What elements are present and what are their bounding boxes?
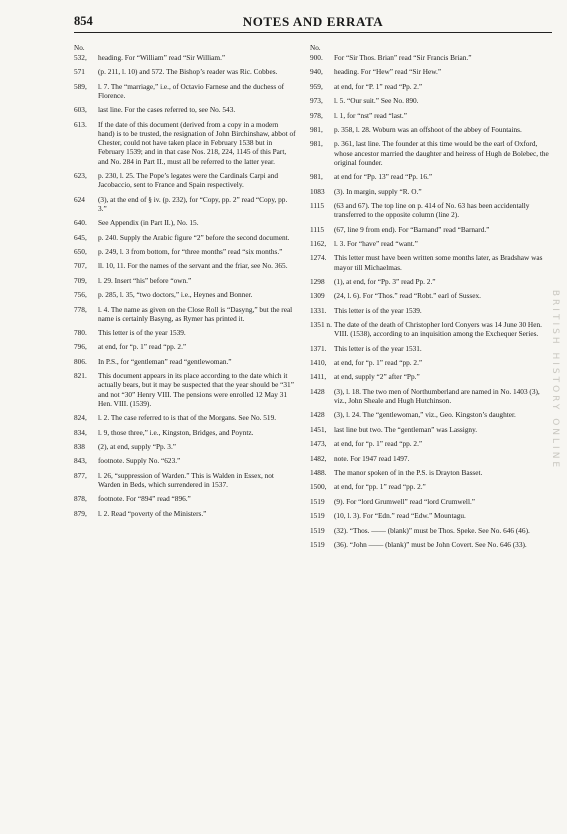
entry-number: 532, — [74, 53, 87, 62]
entry-number: 603, — [74, 105, 87, 115]
errata-entry — [74, 195, 296, 213]
entry-number: 1519 — [310, 496, 325, 506]
entry-text: p. 361, last line. The founder at this time would be the earl of Oxford, whose ancestor married the daughter and heiress of Hugh de Bolebec, the original founder. — [334, 139, 549, 167]
entry-number: 981, — [310, 124, 323, 134]
entry-text: at end, for “P. 1” read “Pp. 2.” — [334, 81, 423, 91]
errata-entry — [310, 201, 552, 219]
entry-text: (3). In margin, supply “R. O.” — [334, 186, 422, 196]
entry-number: 1411, — [310, 372, 327, 382]
errata-entry — [310, 253, 552, 271]
entry-number: 978, — [310, 110, 323, 120]
errata-entry — [310, 306, 552, 315]
entry-number: 1519 — [310, 525, 325, 535]
errata-entry — [310, 291, 552, 300]
entry-number: 981, — [310, 172, 323, 182]
entry-text: This letter is of the year 1539. — [98, 328, 186, 338]
entry-number: 1519 — [310, 539, 325, 549]
entry-number: 1371. — [310, 343, 327, 353]
entry-number: 1482, — [310, 453, 327, 463]
entry-text: footnote. Supply No. “623.” — [98, 456, 181, 466]
entry-number: 1331. — [310, 305, 327, 315]
entry-text: at end, for “p. 1” read “pp. 2.” — [334, 358, 423, 368]
entry-number: 1309 — [310, 291, 325, 301]
errata-entry — [310, 111, 552, 120]
entry-number: 778, — [74, 304, 87, 314]
entry-text: (10, l. 3). For “Edn.” read “Edw.” Mountagu. — [334, 511, 466, 521]
errata-entry — [310, 67, 552, 76]
entry-text: (24, l. 6). For “Thos.” read “Robt.” earl of Sussex. — [334, 291, 481, 301]
entry-text: (36). “John —— (blank)” must be John Covert. See No. 646 (33). — [334, 539, 527, 549]
entry-text: (67, line 9 from end). For “Barnand” read “Barnard.” — [334, 224, 490, 234]
errata-entry — [310, 139, 552, 167]
right-column — [310, 44, 552, 554]
errata-entry — [310, 172, 552, 181]
entry-number: 796, — [74, 342, 87, 352]
entry-number: 1500, — [310, 482, 327, 492]
entry-text: (p. 211, l. 10) and 572. The Bishop’s reader was Ric. Cobbes. — [98, 67, 278, 77]
entry-text: For “Sir Thos. Brian” read “Sir Francis Brian.” — [334, 53, 472, 62]
entry-number: 1298 — [310, 276, 325, 286]
errata-entry — [74, 357, 296, 366]
entry-number: 571 — [74, 67, 85, 77]
errata-entry — [74, 82, 296, 100]
entry-number: 1115 — [310, 224, 325, 234]
entry-number: 878, — [74, 494, 87, 504]
errata-entry — [310, 468, 552, 477]
entry-number: 613. — [74, 119, 87, 129]
errata-entry — [74, 428, 296, 437]
entry-text: p. 358, l. 28. Woburn was an offshoot of the abbey of Fountains. — [334, 124, 522, 134]
column-header: No. — [74, 44, 85, 52]
entry-text: This letter must have been written some months later, as Bradshaw was mayor till Michaelmas. — [334, 253, 543, 272]
entry-text: (32). “Thos. —— (blank)” must be Thos. Speke. See No. 646 (46). — [334, 525, 530, 535]
entry-text: at end, supply “2” after “Pp.” — [334, 372, 420, 382]
entry-number: 707, — [74, 261, 87, 271]
errata-entry — [74, 371, 296, 408]
entry-text: (9). For “lord Grumwell” read “lord Crumwell.” — [334, 496, 476, 506]
errata-entry — [310, 96, 552, 105]
entry-number: 879, — [74, 508, 87, 518]
entry-text: l. 5. “Our suit.” See No. 890. — [334, 96, 419, 106]
entry-number: 1428 — [310, 410, 325, 420]
entry-text: This letter is of the year 1531. — [334, 343, 422, 353]
entry-text: l. 9, those three,” i.e., Kingston, Bridges, and Poyntz. — [98, 427, 254, 437]
entry-number: 623, — [74, 170, 87, 180]
entry-text: l. 7. The “marriage,” i.e., of Octavio Farnese and the duchess of Florence. — [98, 81, 285, 100]
entry-text: last line but two. The “gentleman” was Lassigny. — [334, 424, 478, 434]
errata-entry — [310, 526, 552, 535]
entry-text: ll. 10, 11. For the names of the servant and the friar, see No. 365. — [98, 261, 288, 271]
errata-entry — [310, 320, 552, 338]
errata-entry — [310, 410, 552, 419]
entry-number: 824, — [74, 413, 87, 423]
errata-entry — [74, 290, 296, 299]
entry-text: l. 29. Insert “his” before “own.” — [98, 275, 192, 285]
errata-entry — [74, 509, 296, 518]
entry-text: footnote. For “894” read “896.” — [98, 494, 191, 504]
entry-number: 1488. — [310, 467, 327, 477]
entry-number: 838 — [74, 442, 85, 452]
errata-entry — [74, 105, 296, 114]
entry-number: 806. — [74, 356, 87, 366]
entry-text: l. 3. For “have” read “want.” — [334, 238, 418, 248]
entry-text: (2), at end, supply “Pp. 3.” — [98, 442, 177, 452]
entry-number: 1473, — [310, 439, 327, 449]
entry-number: 900. — [310, 53, 323, 62]
entry-text: (3), l. 24. The “gentlewoman,” viz., Geo. Kingston’s daughter. — [334, 410, 516, 420]
errata-entry — [310, 277, 552, 286]
errata-entry — [74, 218, 296, 227]
entry-text: (3), l. 18. The two men of Northumberland are named in No. 1403 (3), viz., John Sheale and Hugh Hutchinson. — [334, 386, 540, 406]
errata-entry — [74, 442, 296, 451]
entry-text: p. 285, l. 35, “two doctors,” i.e., Heynes and Bonner. — [98, 290, 253, 300]
errata-entry — [310, 53, 552, 62]
entry-number: 843, — [74, 456, 87, 466]
entry-number: 640. — [74, 218, 87, 228]
watermark-text: BRITISH HISTORY ONLINE — [550, 289, 560, 471]
entry-number: 1115 — [310, 200, 325, 210]
entry-text: l. 2. Read “poverty of the Ministers.” — [98, 508, 207, 518]
entry-number: 981, — [310, 139, 323, 149]
entry-number: 709, — [74, 275, 87, 285]
page-title: NOTES AND ERRATA — [242, 14, 384, 29]
entry-number: 1351 n. — [310, 320, 332, 330]
entry-text: This document appears in its place according to the date which it actually bears, but it may be suspected that the year should be “31” and not “30” Henry VIII. The pensions were enrolled 12 May 31 Hen. VIII. (1539). — [98, 371, 294, 408]
errata-entry — [74, 305, 296, 323]
entry-text: See Appendix (in Part II.), No. 15. — [98, 218, 199, 228]
entry-text: heading. For “William” read “Sir William.” — [98, 53, 226, 62]
entry-text: heading. For “Hew” read “Sir Hew.” — [334, 67, 442, 77]
entry-number: 780. — [74, 328, 87, 338]
errata-entry — [310, 187, 552, 196]
entry-number: 834, — [74, 427, 87, 437]
entry-number: 645, — [74, 232, 87, 242]
entry-number: 877, — [74, 470, 87, 480]
entry-number: 1274. — [310, 253, 327, 263]
errata-entry — [74, 53, 296, 62]
errata-entry — [310, 439, 552, 448]
column-header: No. — [310, 44, 321, 52]
entry-number: 624 — [74, 194, 85, 204]
errata-entry — [74, 247, 296, 256]
errata-entry — [74, 120, 296, 166]
errata-entry — [310, 540, 552, 549]
page-header — [74, 14, 552, 33]
entry-text: at end, for “p. 1” read “pp. 2.” — [334, 439, 423, 449]
errata-entry — [74, 276, 296, 285]
entry-text: p. 240. Supply the Arabic figure “2” before the second document. — [98, 232, 290, 242]
entry-text: last line. For the cases referred to, see No. 543. — [98, 105, 236, 115]
errata-entry — [310, 482, 552, 491]
errata-entry — [74, 456, 296, 465]
errata-entry — [310, 497, 552, 506]
errata-entry — [74, 171, 296, 189]
entry-text: note. For 1947 read 1497. — [334, 453, 410, 463]
errata-entry — [74, 342, 296, 351]
entry-text: at end for “Pp. 13” read “Pp. 16.” — [334, 172, 433, 182]
entry-number: 821. — [74, 371, 87, 381]
errata-entry — [310, 387, 552, 405]
entry-text: p. 230, l. 25. The Pope’s legates were the Cardinals Carpi and Jacobaccio, sent to France and Spain respectively. — [98, 170, 279, 190]
entry-text: If the date of this document (derived from a copy in a modern hand) is to be trusted, the resignation of John Birchinshaw, abbot of Chester, could not have taken place in February 1538 but in February 1539; and in that case Nos. 218, 224, 1145 of this Part, and No. 284 in Part II., must all be referred to the latter year. — [98, 119, 296, 166]
entry-number: 940, — [310, 67, 323, 77]
entry-text: (63 and 67). The top line on p. 414 of No. 63 has been accidentally transferred to the opposite column (line 2). — [334, 200, 530, 220]
entry-number: 1162, — [310, 238, 327, 248]
entry-text: at end, for “p. 1” read “pp. 2.” — [98, 342, 187, 352]
watermark — [549, 120, 561, 640]
entry-number: 1428 — [310, 386, 325, 396]
errata-entry — [310, 125, 552, 134]
entry-number: 650, — [74, 246, 87, 256]
errata-entry — [74, 261, 296, 270]
entry-text: p. 249, l. 3 from bottom, for “three months” read “six months.” — [98, 246, 283, 256]
entry-number: 1451, — [310, 424, 327, 434]
entry-text: at end, for “pp. 1” read “pp. 2.” — [334, 482, 426, 492]
errata-entry — [310, 358, 552, 367]
entry-text: (1), at end, for “Pp. 3” read Pp. 2.” — [334, 276, 436, 286]
errata-entry — [74, 233, 296, 242]
errata-entry — [310, 454, 552, 463]
errata-entry — [310, 225, 552, 234]
errata-entry — [310, 239, 552, 248]
entry-number: 1519 — [310, 511, 325, 521]
errata-entry — [310, 344, 552, 353]
entry-number: 756, — [74, 290, 87, 300]
entry-text: The date of the death of Christopher lord Conyers was 14 June 30 Hen. VIII. (1538), according to an inquisition among the Exchequer Series. — [334, 320, 542, 339]
entry-number: 589, — [74, 81, 87, 91]
entry-text: (3), at the end of § iv. (p. 232), for “Copy, pp. 2” read “Copy, pp. 3.” — [98, 194, 288, 213]
errata-entry — [310, 372, 552, 381]
errata-entry — [74, 471, 296, 489]
errata-entry — [74, 328, 296, 337]
entry-number: 1410, — [310, 358, 327, 368]
errata-entry — [310, 425, 552, 434]
left-column — [74, 44, 296, 523]
errata-entry — [310, 82, 552, 91]
entry-text: l. 4. The name as given on the Close Roll is “Dasyng,” but the real name is certainly Basyng, as Rymer has printed it. — [98, 304, 293, 323]
entry-number: 973, — [310, 96, 323, 106]
errata-entry — [74, 67, 296, 76]
errata-entry — [310, 511, 552, 520]
errata-entry — [74, 413, 296, 422]
entry-text: l. 1, for “nst” read “last.” — [334, 110, 407, 120]
entry-text: This letter is of the year 1539. — [334, 305, 422, 315]
entry-number: 1083 — [310, 186, 325, 196]
entry-text: l. 2. The case referred to is that of the Morgans. See No. 519. — [98, 413, 277, 423]
page-number: 854 — [74, 14, 93, 28]
entry-text: l. 26, “suppression of Warden.” This is Walden in Essex, not Warden in Beds, which surrendered in 1537. — [98, 470, 274, 490]
errata-entry — [74, 494, 296, 503]
entry-text: In P.S., for “gentleman” read “gentlewoman.” — [98, 356, 232, 366]
entry-text: The manor spoken of in the P.S. is Drayton Basset. — [334, 467, 483, 477]
entry-number: 959, — [310, 81, 323, 91]
